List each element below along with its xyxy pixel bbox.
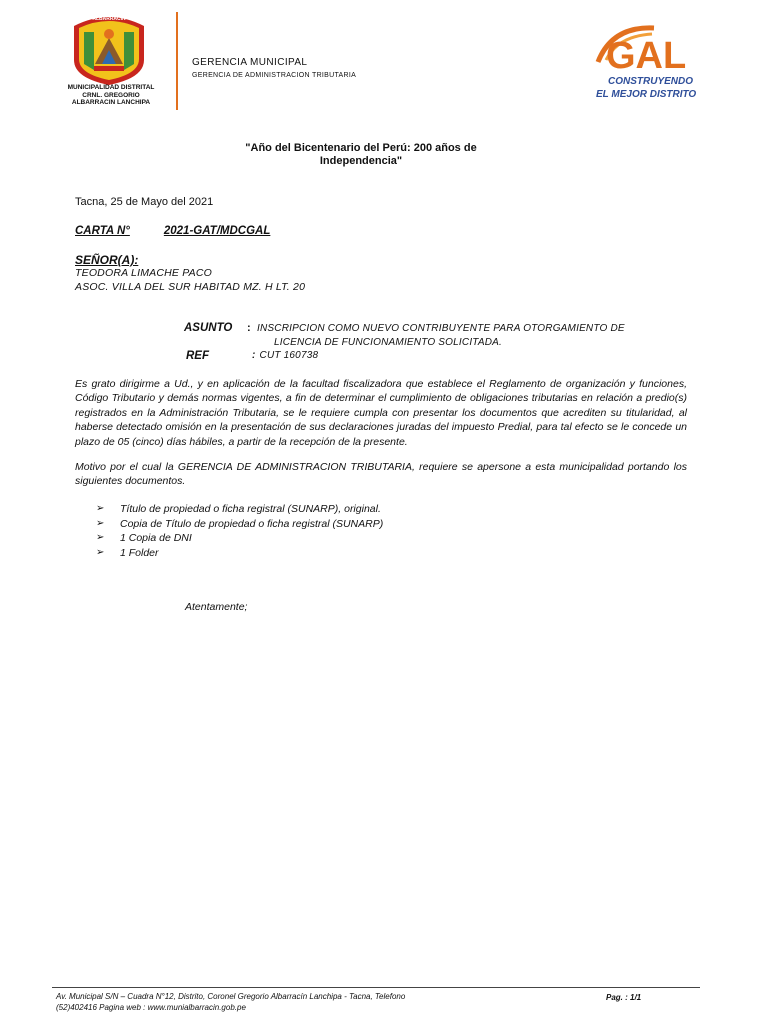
municipal-crest-logo [70, 8, 148, 86]
asunto-colon: : [247, 322, 251, 334]
footer-address: Av. Municipal S/N – Cuadra N°12, Distrito, Coronel Gregorio Albarracín Lanchipa - Tacna, Telefono (52)402416 Pagina web : www.munialbarracin.gob.pe [56, 992, 406, 1012]
ref-value: : CUT 160738 [252, 350, 319, 361]
year-motto: "Año del Bicentenario del Perú: 200 años de Independencia" [245, 142, 477, 167]
list-item: ➢ Copia de Título de propiedad o ficha registral (SUNARP) [96, 517, 384, 530]
recipient-block [75, 266, 305, 294]
arrow-bullet-icon: ➢ [96, 546, 105, 558]
letter-date: Tacna, 25 de Mayo del 2021 [75, 196, 214, 208]
carta-label: CARTA N° [75, 225, 130, 237]
salutation: SEÑOR(A): [75, 253, 139, 267]
ref-label: REF [186, 350, 209, 362]
asunto-label: ASUNTO [184, 322, 233, 334]
body-paragraph-2: Motivo por el cual la GERENCIA DE ADMINISTRACION TRIBUTARIA, requiere se apersone a esta municipalidad portando los siguientes documentos. [75, 461, 687, 488]
closing: Atentamente; [185, 601, 248, 613]
list-item: ➢ 1 Copia de DNI [96, 532, 192, 544]
recipient-address: ASOC. VILLA DEL SUR HABITAD MZ. H LT. 20 [75, 281, 306, 293]
header-divider [176, 12, 178, 110]
gal-brand-logo [592, 22, 712, 102]
list-item: ➢ Título de propiedad o ficha registral (SUNARP), original. [96, 503, 381, 515]
list-item: ➢ 1 Folder [96, 546, 159, 559]
recipient-name: TEODORA LIMACHE PACO [75, 267, 213, 279]
gerencia-title: GERENCIA MUNICIPAL [192, 57, 308, 68]
arrow-bullet-icon: ➢ [96, 532, 105, 543]
footer-divider [52, 987, 700, 988]
gal-slogan-line2: EL MEJOR DISTRITO [596, 89, 697, 100]
arrow-bullet-icon: ➢ [96, 517, 105, 529]
carta-reference [75, 225, 270, 237]
crest-arc-text: ALBARRACIN [92, 16, 126, 22]
gal-slogan-line1: CONSTRUYENDO [608, 76, 694, 87]
body-paragraph-1: Es grato dirigirme a Ud., y en aplicación de la facultad fiscalizadora que establece el Reglamento de organización y funciones, Código Tributario y demás normas vigentes, a fin de determinar el cumplimiento de obligaciones tributarias en relación a predio(s) registrados en la Administración Tributaria, se le requiere cumpla con presentar los documentos que acrediten su titularidad, al haberse detectado omisión en la presentación de sus declaraciones juradas del impuesto Predial, para tal efecto se le concede un plazo de 05 (cinco) días hábiles, a partir de la recepción de la presente. [75, 378, 687, 448]
requirements-list [96, 502, 383, 560]
municipality-name: MUNICIPALIDAD DISTRITAL CRNL. GREGORIO ALBARRACIN LANCHIPA [67, 84, 155, 106]
page-number: Pag. : 1/1 [606, 993, 642, 1002]
sub-gerencia-title: GERENCIA DE ADMINISTRACION TRIBUTARIA [192, 72, 357, 79]
arrow-bullet-icon: ➢ [96, 503, 105, 514]
asunto-text: INSCRIPCION COMO NUEVO CONTRIBUYENTE PARA OTORGAMIENTO DE LICENCIA DE FUNCIONAMIENTO SOLICITADA. [257, 323, 625, 348]
gal-logo-text: GAL [606, 35, 687, 77]
carta-number: 2021-GAT/MDCGAL [163, 225, 271, 237]
